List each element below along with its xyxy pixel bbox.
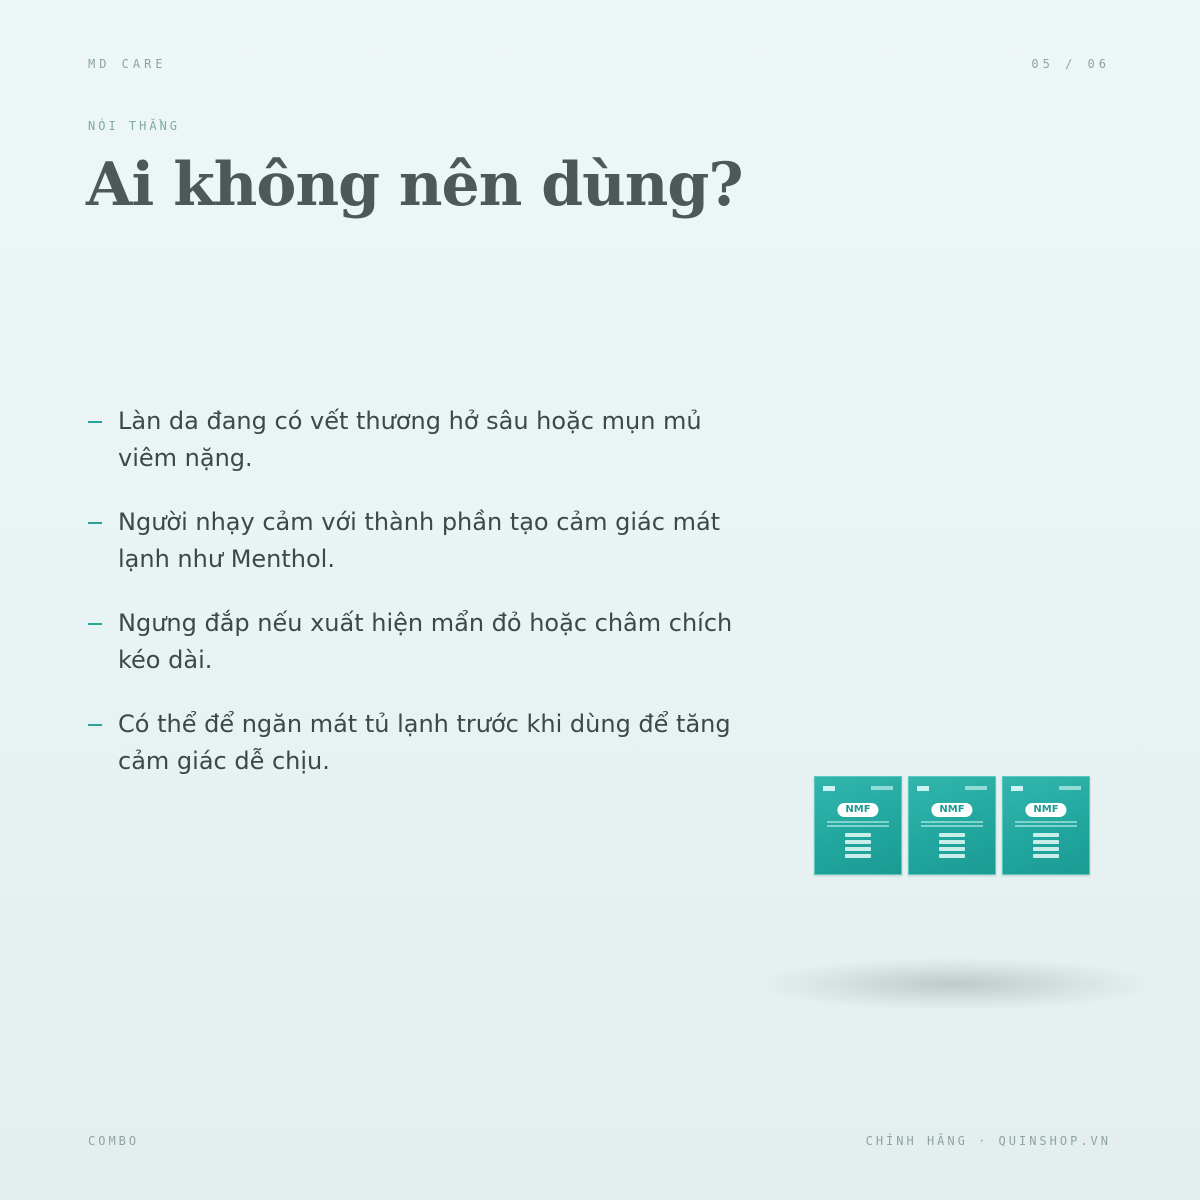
page-indicator: 05 / 06: [1031, 57, 1110, 71]
footer-right-label: CHÍNH HÃNG · QUINSHOP.VN: [865, 1134, 1111, 1148]
sachet-bar: [845, 854, 871, 858]
brand-label: MD CARE: [88, 57, 167, 71]
list-item: [88, 504, 748, 578]
product-shadow: [760, 958, 1150, 1010]
dash-bullet-icon: [88, 522, 102, 524]
sachet-text-line: [1015, 821, 1077, 823]
brand-logo-icon: [823, 786, 835, 791]
brand-logo-icon: [1011, 786, 1023, 791]
sachet-label: NMF: [1025, 803, 1066, 817]
page-title: Ai không nên dùng?: [86, 150, 743, 220]
section-eyebrow: NÓI THẲNG: [88, 119, 181, 133]
sachet-bar: [1033, 840, 1059, 844]
sachet-bar: [939, 847, 965, 851]
list-item: [88, 706, 748, 780]
warning-list: [88, 403, 748, 807]
sachet-bar: [845, 847, 871, 851]
sachet-text-line: [827, 821, 889, 823]
sachet-bar: [845, 833, 871, 837]
footer-left-label: COMBO: [88, 1134, 140, 1148]
list-item: [88, 605, 748, 679]
product-sachet: [1002, 776, 1090, 875]
sachet-bar: [845, 840, 871, 844]
sachet-tag-icon: [1059, 786, 1081, 790]
dash-bullet-icon: [88, 623, 102, 625]
sachet-tag-icon: [871, 786, 893, 790]
sachet-tag-icon: [965, 786, 987, 790]
sachet-text-line: [921, 825, 983, 827]
sachet-label: NMF: [837, 803, 878, 817]
brand-logo-icon: [917, 786, 929, 791]
sachet-text-line: [1015, 825, 1077, 827]
sachet-label: NMF: [931, 803, 972, 817]
product-sachet: [908, 776, 996, 875]
sachet-bar: [1033, 833, 1059, 837]
sachet-bar: [1033, 847, 1059, 851]
list-item-text: Có thể để ngăn mát tủ lạnh trước khi dùng để tăng cảm giác dễ chịu.: [118, 710, 731, 775]
sachet-text-line: [921, 821, 983, 823]
list-item: [88, 403, 748, 477]
list-item-text: Làn da đang có vết thương hở sâu hoặc mụn mủ viêm nặng.: [118, 407, 702, 472]
sachet-bar: [1033, 854, 1059, 858]
list-item-text: Ngưng đắp nếu xuất hiện mẩn đỏ hoặc châm chích kéo dài.: [118, 609, 733, 674]
product-image: [814, 776, 1090, 875]
list-item-text: Người nhạy cảm với thành phần tạo cảm giác mát lạnh như Menthol.: [118, 508, 721, 573]
sachet-bar: [939, 854, 965, 858]
sachet-text-line: [827, 825, 889, 827]
sachet-bar: [939, 833, 965, 837]
dash-bullet-icon: [88, 724, 102, 726]
product-sachet: [814, 776, 902, 875]
sachet-bar: [939, 840, 965, 844]
dash-bullet-icon: [88, 421, 102, 423]
